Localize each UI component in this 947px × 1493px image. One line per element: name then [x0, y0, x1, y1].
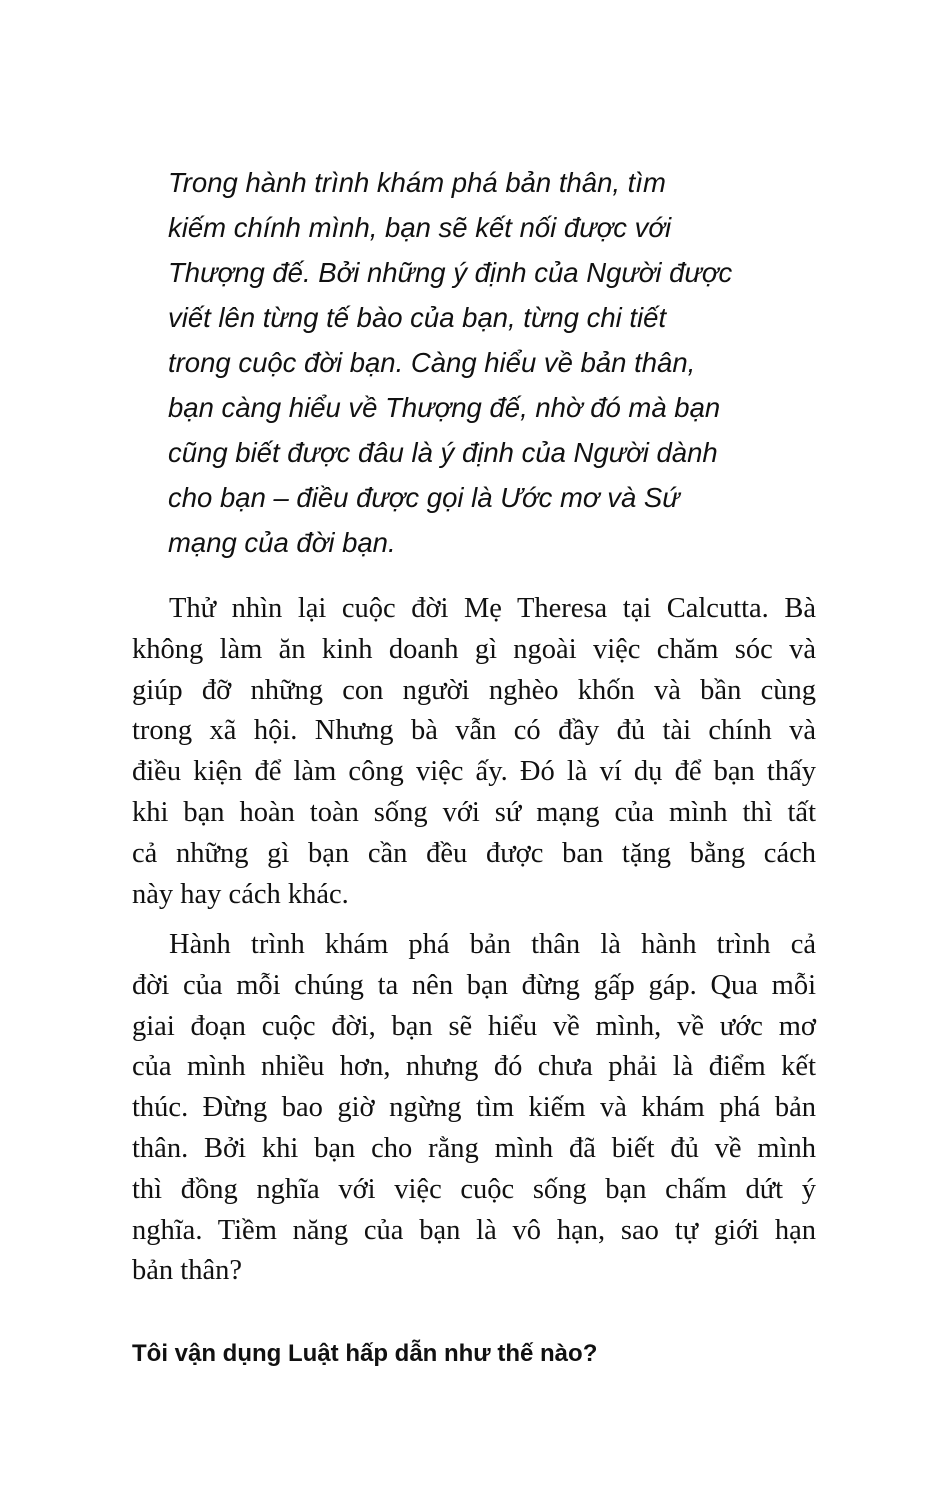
quote-line: cho bạn – điều được gọi là Ước mơ và Sứ — [168, 482, 680, 513]
quote-line: Thượng đế. Bởi những ý định của Người được — [168, 257, 733, 288]
paragraph-line: bản thân? — [132, 1255, 242, 1287]
quote-line: cũng biết được đâu là ý định của Người dành — [168, 437, 718, 468]
quote-line: bạn càng hiểu về Thượng đế, nhờ đó mà bạn — [168, 392, 721, 423]
paragraph-line: không làm ăn kinh doanh gì ngoài việc chăm sóc và — [132, 633, 816, 665]
quote-line: Trong hành trình khám phá bản thân, tìm — [168, 167, 666, 198]
paragraph-line: giai đoạn cuộc đời, bạn sẽ hiểu về mình, về ước mơ — [132, 1010, 816, 1042]
paragraph-line: điều kiện để làm công việc ấy. Đó là ví dụ để bạn thấy — [132, 756, 816, 788]
paragraph-line: thúc. Đừng bao giờ ngừng tìm kiếm và khám phá bản — [132, 1092, 816, 1124]
paragraph-line: trong xã hội. Nhưng bà vẫn có đầy đủ tài chính và — [132, 715, 816, 747]
quote-line: kiếm chính mình, bạn sẽ kết nối được với — [168, 212, 672, 243]
quote-line: trong cuộc đời bạn. Càng hiểu về bản thân, — [168, 347, 696, 378]
paragraph-line: cả những gì bạn cần đều được ban tặng bằng cách — [132, 837, 816, 869]
paragraph-line: nghĩa. Tiềm năng của bạn là vô hạn, sao tự giới hạn — [132, 1214, 816, 1246]
paragraph-line: khi bạn hoàn toàn sống với sứ mạng của mình thì tất — [132, 796, 816, 828]
paragraph-line: giúp đỡ những con người nghèo khốn và bần cùng — [132, 674, 816, 706]
paragraph-line: đời của mỗi chúng ta nên bạn đừng gấp gáp. Qua mỗi — [132, 969, 816, 1001]
body-paragraph-self-discovery — [132, 925, 816, 1292]
italic-quote-block — [168, 160, 808, 565]
section-heading: Tôi vận dụng Luật hấp dẫn như thế nào? — [132, 1340, 598, 1367]
paragraph-line: thân. Bởi khi bạn cho rằng mình đã biết đủ về mình — [132, 1132, 816, 1164]
paragraph-line: này hay cách khác. — [132, 878, 349, 910]
paragraph-line: Thử nhìn lại cuộc đời Mẹ Theresa tại Calcutta. Bà — [169, 593, 816, 624]
paragraph-line: của mình nhiều hơn, nhưng đó chưa phải là điểm kết — [132, 1051, 816, 1083]
body-paragraph-mother-theresa — [132, 589, 816, 915]
paragraph-line: thì đồng nghĩa với việc cuộc sống bạn chấm dứt ý — [132, 1173, 816, 1205]
quote-line: viết lên từng tế bào của bạn, từng chi tiết — [168, 302, 667, 333]
paragraph-line: Hành trình khám phá bản thân là hành trình cả — [169, 929, 816, 960]
quote-line: mạng của đời bạn. — [168, 527, 396, 558]
